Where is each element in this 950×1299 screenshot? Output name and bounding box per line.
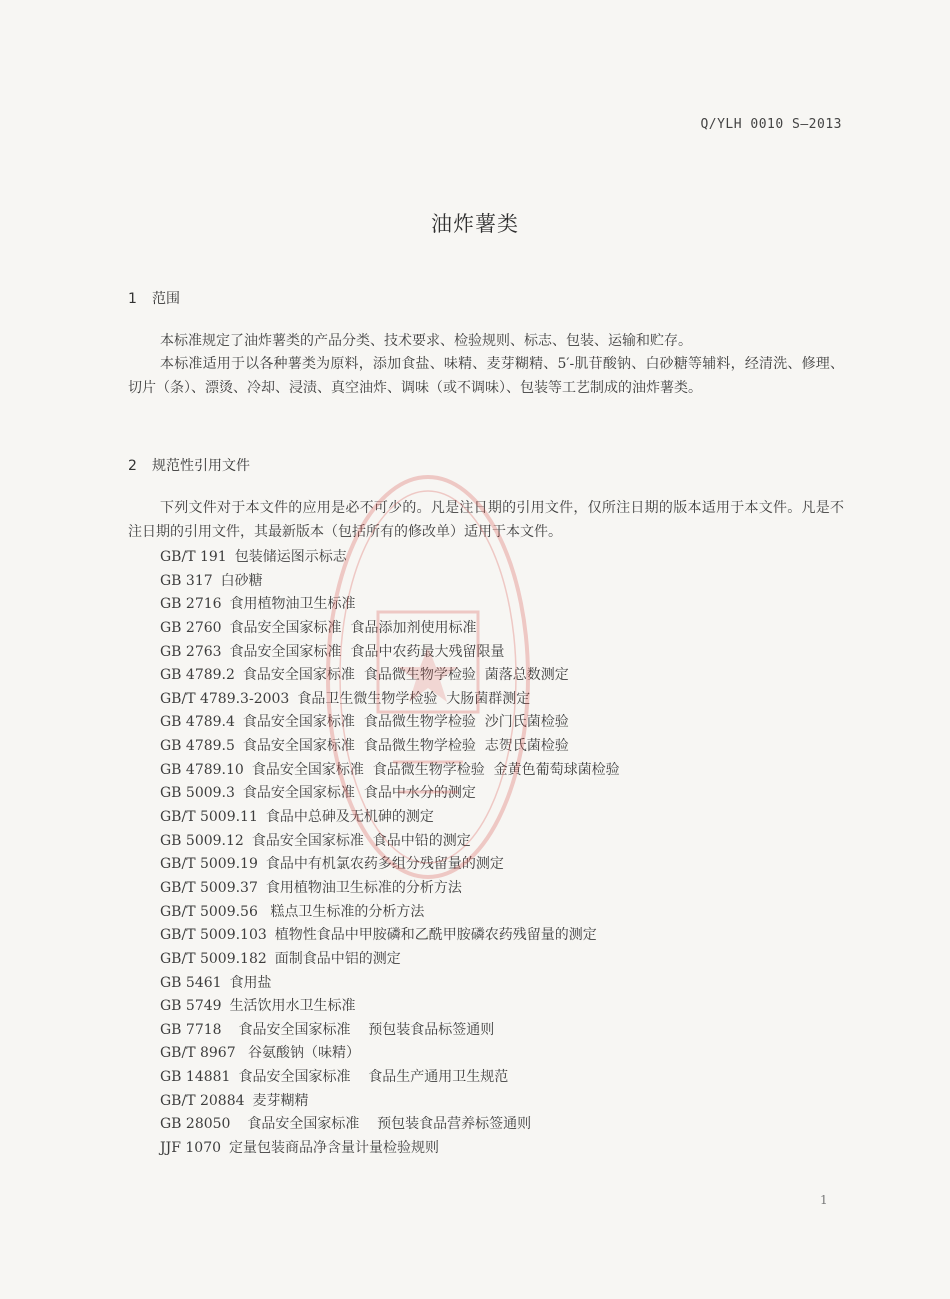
reference-title: 生活饮用水卫生标准 — [229, 998, 356, 1015]
reference-item — [160, 924, 840, 948]
reference-title: 包装储运图示标志 — [234, 549, 347, 565]
reference-title: 食品安全国家标准 食品微生物学检验 菌落总数测定 — [242, 667, 569, 684]
section-2-intro: 下列文件对于本文件的应用是必不可少的。凡是注日期的引用文件，仅所注日期的版本适用于本文件。凡是不注日期的引用文件，其最新版本（包括所有的修改单）适用于本文件。 — [128, 500, 844, 540]
reference-code: GB 4789.10 — [160, 761, 244, 778]
section-1-paragraph-2: 本标准适用于以各种薯类为原料，添加食盐、味精、麦芽糊精、5′-肌苷酸钠、白砂糖等辅料，经清洗、修理、切片（条）、漂烫、冷却、浸渍、真空油炸、调味（或不调味）、包装等工艺制成的油炸薯类。 — [128, 356, 844, 396]
reference-title: 定量包装商品净含量计量检验规则 — [229, 1140, 440, 1157]
reference-code: GB 7718 — [160, 1021, 222, 1038]
reference-title: 食品安全国家标准 食品中农药最大残留限量 — [229, 643, 505, 660]
section-1-heading — [128, 288, 180, 308]
section-1-title: 范围 — [152, 291, 180, 307]
section-2-heading — [128, 455, 250, 475]
reference-item — [160, 546, 840, 570]
reference-code: GB 5009.12 — [160, 832, 244, 849]
reference-title: 食品安全国家标准 食品中铅的测定 — [251, 832, 471, 849]
reference-title: 食品安全国家标准 预包装食品营养标签通则 — [238, 1116, 532, 1133]
reference-code: GB/T 4789.3-2003 — [160, 690, 290, 707]
page-title: 油炸薯类 — [431, 212, 519, 236]
reference-item — [160, 664, 840, 688]
reference-item — [160, 1066, 840, 1090]
reference-code: GB/T 5009.56 — [160, 903, 258, 920]
reference-code: GB 2716 — [160, 596, 222, 613]
reference-item — [160, 617, 840, 641]
reference-item — [160, 877, 840, 901]
reference-item — [160, 901, 840, 925]
reference-list — [160, 546, 840, 1161]
reference-item — [160, 806, 840, 830]
section-2-title: 规范性引用文件 — [152, 458, 250, 474]
reference-code: GB/T 5009.11 — [160, 809, 258, 826]
reference-item — [160, 570, 840, 594]
reference-title: 食品安全国家标准 食品微生物学检验 金黄色葡萄球菌检验 — [251, 761, 620, 778]
reference-title: 食品中有机氯农药多组分残留量的测定 — [265, 856, 504, 873]
reference-code: GB/T 20884 — [160, 1092, 245, 1109]
reference-title: 食品中总砷及无机砷的测定 — [265, 809, 434, 826]
reference-title: 食品安全国家标准 食品微生物学检验 志贺氏菌检验 — [242, 738, 569, 755]
reference-title: 食品安全国家标准 食品中水分的测定 — [242, 785, 476, 802]
reference-code: GB 28050 — [160, 1116, 231, 1133]
reference-title: 麦芽糊精 — [252, 1092, 309, 1109]
reference-item — [160, 948, 840, 972]
reference-code: GB 14881 — [160, 1069, 231, 1086]
reference-item — [160, 593, 840, 617]
reference-item — [160, 972, 840, 996]
reference-code: GB 5009.3 — [160, 785, 235, 802]
reference-item — [160, 1042, 840, 1066]
reference-item — [160, 641, 840, 665]
reference-title: 糕点卫生标准的分析方法 — [265, 903, 425, 920]
reference-code: GB 4789.2 — [160, 667, 235, 684]
reference-code: JJF 1070 — [160, 1140, 222, 1157]
reference-code: GB 317 — [160, 572, 213, 589]
reference-code: GB 4789.4 — [160, 714, 235, 731]
reference-title: 食品安全国家标准 食品生产通用卫生规范 — [238, 1069, 509, 1086]
reference-item — [160, 830, 840, 854]
reference-item — [160, 735, 840, 759]
reference-code: GB/T 5009.182 — [160, 950, 267, 967]
reference-title: 植物性食品中甲胺磷和乙酰甲胺磷农药残留量的测定 — [274, 927, 597, 944]
reference-item — [160, 1019, 840, 1043]
reference-title: 食用植物油卫生标准 — [229, 596, 356, 613]
section-1-paragraph-1: 本标准规定了油炸薯类的产品分类、技术要求、检验规则、标志、包装、运输和贮存。 — [160, 333, 692, 349]
reference-item — [160, 853, 840, 877]
reference-code: GB/T 8967 — [160, 1045, 236, 1062]
reference-code: GB 2763 — [160, 643, 222, 660]
reference-title: 面制食品中铝的测定 — [274, 950, 401, 967]
reference-title: 食用植物油卫生标准的分析方法 — [265, 879, 462, 896]
reference-code: GB 5461 — [160, 974, 222, 991]
reference-item — [160, 782, 840, 806]
reference-item — [160, 711, 840, 735]
reference-title: 谷氨酸钠（味精） — [243, 1045, 361, 1062]
reference-item — [160, 759, 840, 783]
reference-code: GB/T 5009.103 — [160, 927, 267, 944]
reference-item — [160, 1137, 840, 1161]
document-code: Q/YLH 0010 S—2013 — [700, 117, 842, 132]
page-number: 1 — [820, 1193, 828, 1207]
reference-title: 食品卫生微生物学检验 大肠菌群测定 — [297, 690, 531, 707]
reference-title: 白砂糖 — [220, 572, 263, 589]
section-1-number: 1 — [128, 291, 137, 307]
reference-code: GB/T 5009.37 — [160, 879, 258, 896]
reference-code: GB 5749 — [160, 998, 222, 1015]
reference-title: 食品安全国家标准 食品添加剂使用标准 — [229, 619, 477, 636]
reference-item — [160, 995, 840, 1019]
reference-item — [160, 688, 840, 712]
reference-code: GB/T 5009.19 — [160, 856, 258, 873]
reference-code: GB 4789.5 — [160, 738, 235, 755]
section-2-number: 2 — [128, 458, 137, 474]
reference-title: 食品安全国家标准 食品微生物学检验 沙门氏菌检验 — [242, 714, 569, 731]
reference-title: 食用盐 — [229, 974, 272, 991]
reference-item — [160, 1113, 840, 1137]
reference-item — [160, 1090, 840, 1114]
reference-code: GB 2760 — [160, 619, 222, 636]
reference-title: 食品安全国家标准 预包装食品标签通则 — [229, 1021, 495, 1038]
reference-code: GB/T 191 — [160, 549, 227, 565]
